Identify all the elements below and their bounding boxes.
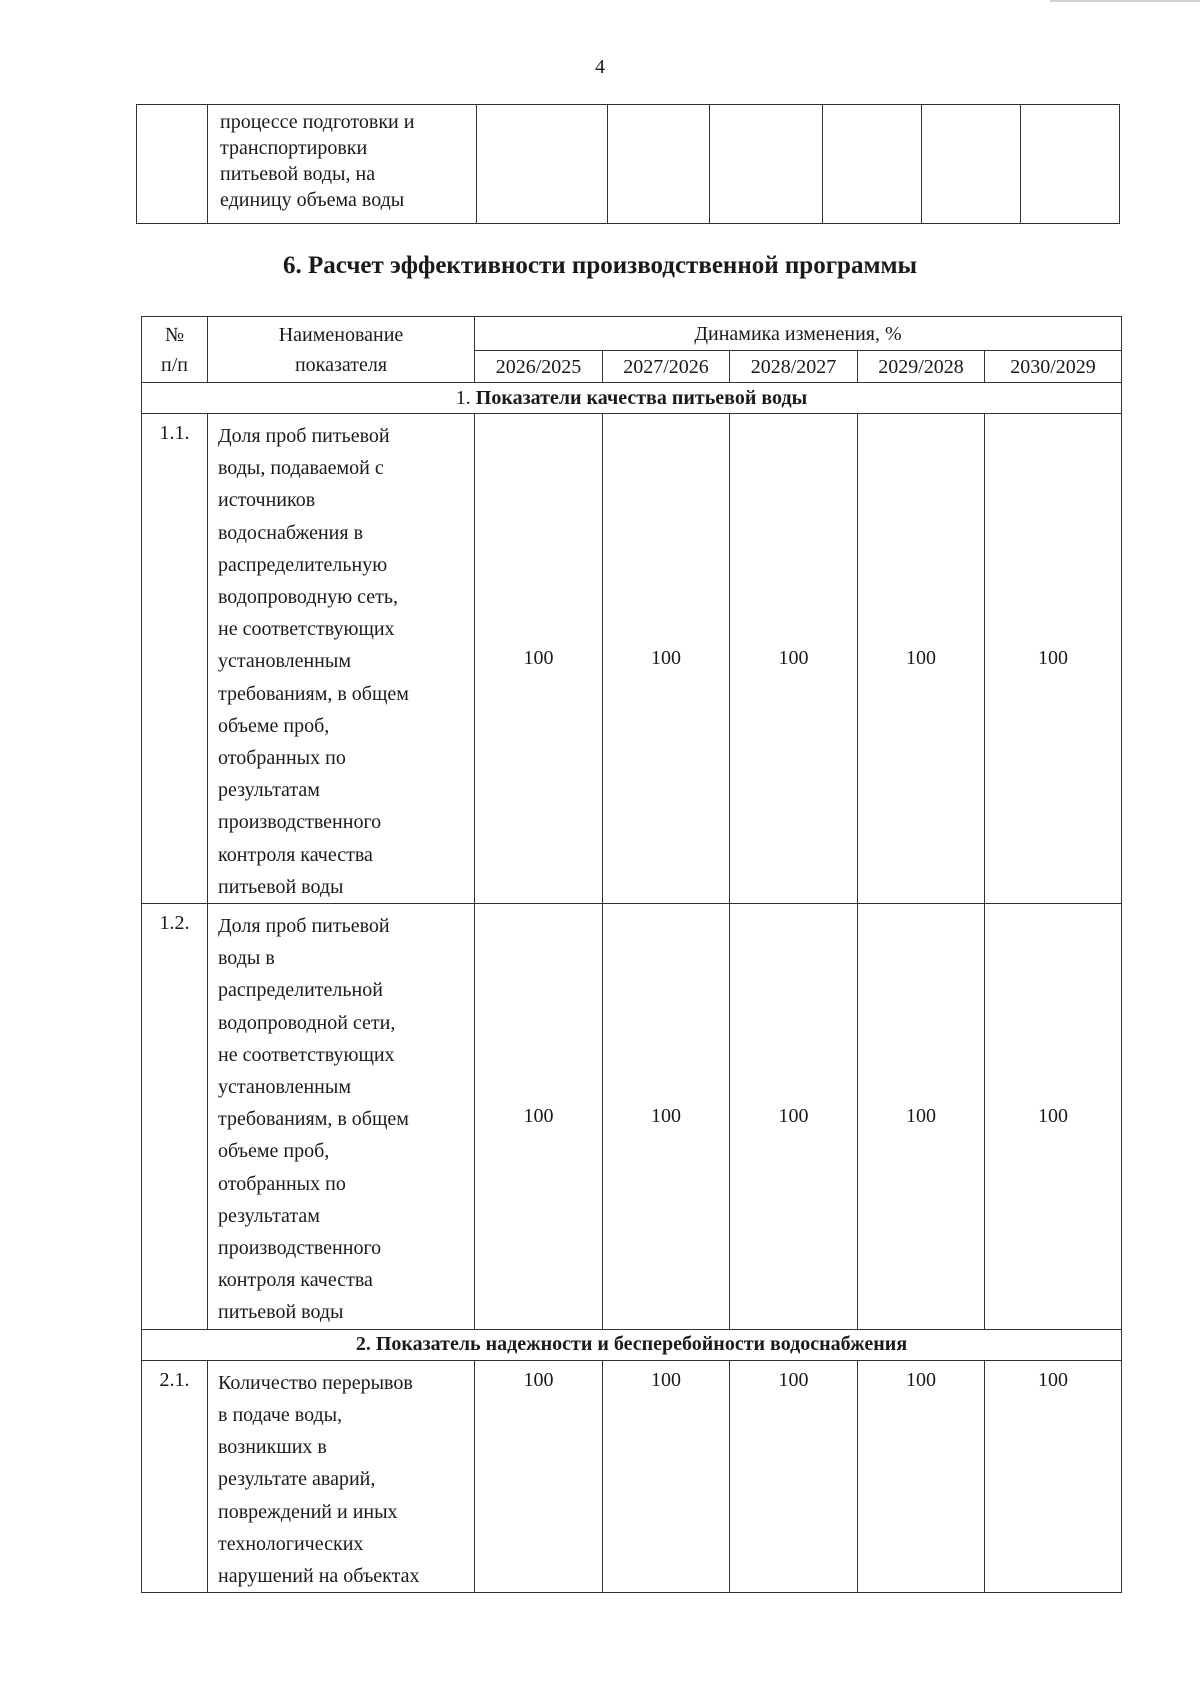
row-value: 100 (475, 904, 603, 1330)
group-title: 1. Показатели качества питьевой воды (142, 383, 1122, 414)
row-value: 100 (985, 1360, 1122, 1592)
header-year: 2029/2028 (858, 351, 985, 383)
row-value: 100 (858, 904, 985, 1330)
header-dynamics: Динамика изменения, % (475, 317, 1122, 351)
header-year: 2030/2029 (985, 351, 1122, 383)
continued-table (136, 104, 1120, 224)
group-title: 2. Показатель надежности и бесперебойности водоснабжения (142, 1329, 1122, 1360)
row-value: 100 (730, 1360, 858, 1592)
continued-empty-cell (922, 105, 1021, 224)
continued-empty-cell (477, 105, 608, 224)
continued-empty-cell (823, 105, 922, 224)
continued-name-cell: процессе подготовки и транспортировки питьевой воды, на единицу объема воды (208, 105, 477, 224)
row-value: 100 (603, 904, 730, 1330)
section-title: 6. Расчет эффективности производственной программы (282, 252, 918, 279)
row-value: 100 (603, 414, 730, 904)
row-name: Доля проб питьевой воды, подаваемой с источников водоснабжения в распределительную водопроводную сеть, не соответствующих установленным требованиям, в общем объеме проб, отобранных по результатам производственного контроля качества питьевой воды (208, 414, 475, 904)
row-num: 2.1. (142, 1360, 208, 1592)
header-row (142, 317, 1122, 351)
header-year: 2028/2027 (730, 351, 858, 383)
continued-empty-cell (710, 105, 823, 224)
row-name: Количество перерывов в подаче воды, возникших в результате аварий, повреждений и иных технологических нарушений на объектах (208, 1360, 475, 1592)
row-num: 1.2. (142, 904, 208, 1330)
row-value: 100 (730, 414, 858, 904)
group-row (142, 1329, 1122, 1360)
row-value: 100 (858, 1360, 985, 1592)
row-name: Доля проб питьевой воды в распределительной водопроводной сети, не соответствующих установленным требованиям, в общем объеме проб, отобранных по результатам производственного контроля качества питьевой воды (208, 904, 475, 1330)
continued-empty-cell (1021, 105, 1120, 224)
continued-num-cell (137, 105, 208, 224)
group-row (142, 383, 1122, 414)
row-value: 100 (730, 904, 858, 1330)
table-row (142, 904, 1122, 1330)
scan-edge-mark (1050, 0, 1200, 2)
table-row (142, 1360, 1122, 1592)
row-value: 100 (858, 414, 985, 904)
row-value: 100 (475, 414, 603, 904)
row-num: 1.1. (142, 414, 208, 904)
table-row (142, 414, 1122, 904)
continued-empty-cell (608, 105, 710, 224)
row-value: 100 (475, 1360, 603, 1592)
efficiency-table (141, 316, 1122, 1593)
row-value: 100 (985, 904, 1122, 1330)
header-num: № п/п (142, 317, 208, 383)
row-value: 100 (985, 414, 1122, 904)
header-name: Наименование показателя (208, 317, 475, 383)
continued-row (137, 105, 1120, 224)
header-year: 2027/2026 (603, 351, 730, 383)
header-year: 2026/2025 (475, 351, 603, 383)
row-value: 100 (603, 1360, 730, 1592)
page-number: 4 (595, 56, 605, 78)
